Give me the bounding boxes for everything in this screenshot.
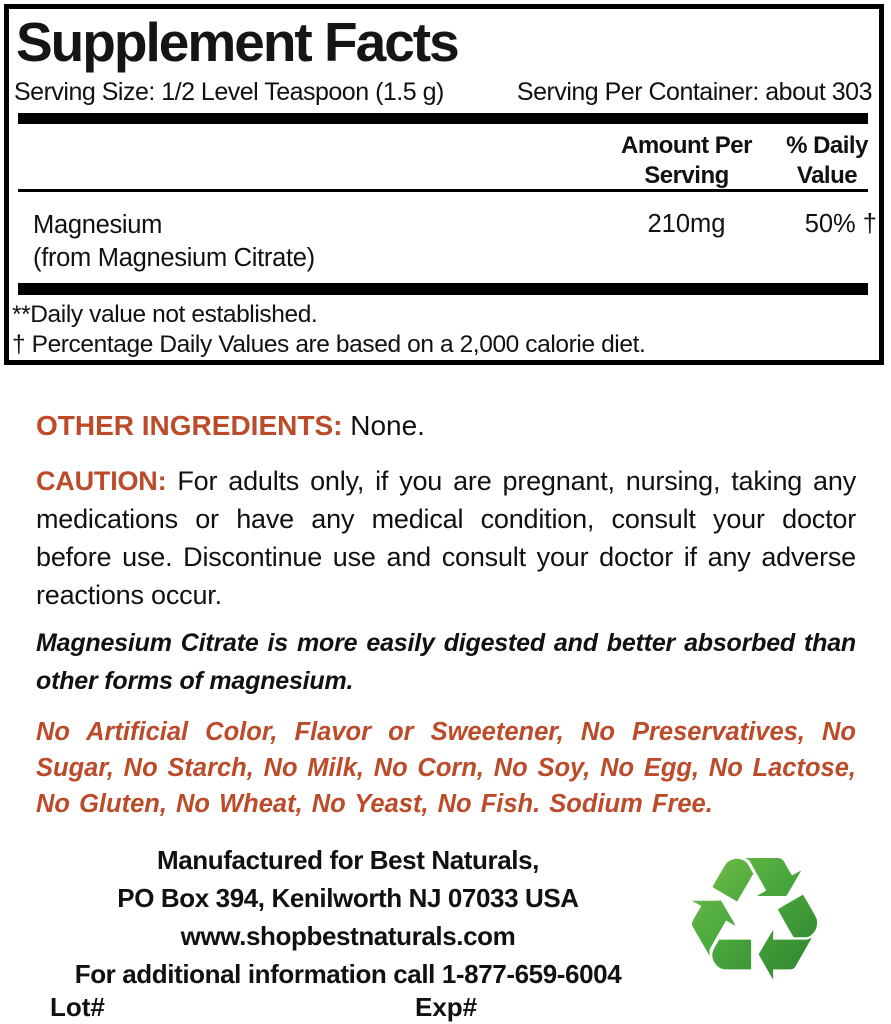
caution-label: CAUTION:: [36, 466, 167, 496]
serving-row: [14, 77, 872, 107]
other-ingredients-label: OTHER INGREDIENTS:: [36, 410, 343, 441]
nutrient-name: Magnesium: [33, 211, 163, 239]
divider-bar-thick-bottom: [18, 283, 868, 295]
nutrient-row: [33, 209, 315, 275]
nutrient-source: (from Magnesium Citrate): [33, 244, 315, 272]
column-header-dv-line2: Value: [796, 162, 858, 189]
panel-title: Supplement Facts: [16, 11, 458, 73]
footnotes: [12, 300, 871, 360]
other-ingredients: [36, 409, 856, 443]
column-header-amount-line1: Amount Per: [620, 132, 752, 159]
manufacturer-phone: For additional information call 1-877-659-6004: [74, 959, 622, 989]
servings-per-container: Serving Per Container: about 303: [516, 78, 872, 106]
serving-size: Serving Size: 1/2 Level Teaspoon (1.5 g): [14, 78, 444, 106]
exp-date-label: Exp#: [415, 992, 478, 1022]
caution-text: For adults only, if you are pregnant, nursing, taking any medications or have any medical condition, consult your doctor before use. Discontinue use and consult your doctor if any adverse reactions occur.: [36, 466, 856, 610]
free-of-claims: No Artificial Color, Flavor or Sweetener, No Preservatives, No Sugar, No Starch, No Milk, No Corn, No Soy, No Egg, No Lactose, No Gluten, No Wheat, No Yeast, No Fish. Sodium Free.: [36, 718, 856, 818]
column-header-daily-value: [777, 131, 877, 191]
nutrient-amount: 210mg: [647, 210, 726, 238]
column-header-amount: [609, 131, 764, 191]
manufacturer-line: Manufactured for Best Naturals,: [156, 845, 539, 875]
manufacturer-website: www.shopbestnaturals.com: [180, 921, 516, 951]
footnote-percent-dv: † Percentage Daily Values are based on a 2,000 calorie diet.: [12, 331, 646, 358]
caution-paragraph: [36, 462, 856, 614]
divider-rule-thin: [18, 189, 868, 192]
divider-bar-thick: [18, 113, 868, 124]
other-ingredients-value: None.: [342, 410, 425, 441]
manufacturer-address: PO Box 394, Kenilworth NJ 07033 USA: [117, 883, 579, 913]
footnote-daily-value: **Daily value not established.: [12, 301, 318, 328]
supplement-facts-panel: [4, 4, 884, 365]
absorption-note: Magnesium Citrate is more easily digested and better absorbed than other forms of magnesium.: [36, 629, 856, 695]
recycle-icon: ♻: [652, 830, 857, 1015]
column-header-dv-line1: % Daily: [786, 132, 868, 159]
nutrient-daily-value: 50% †: [804, 210, 877, 238]
manufacturer-block: [20, 841, 676, 993]
lot-number-label: Lot#: [50, 992, 105, 1022]
column-header-amount-line2: Serving: [644, 162, 729, 189]
